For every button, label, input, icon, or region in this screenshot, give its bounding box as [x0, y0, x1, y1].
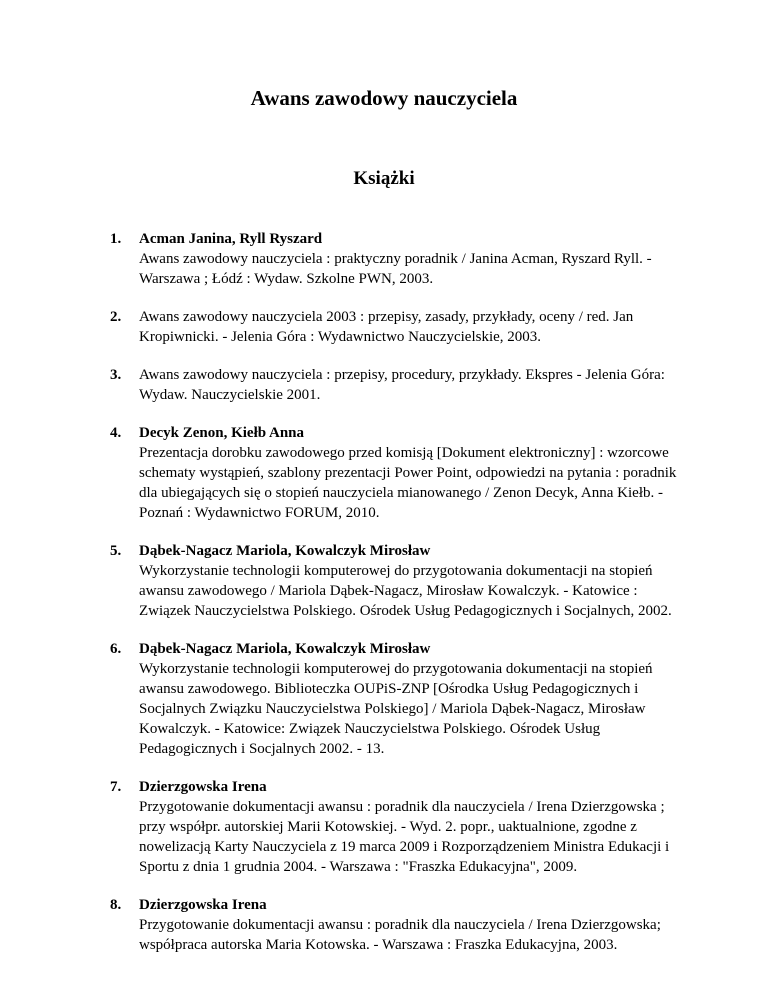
document-title: Awans zawodowy nauczyciela — [250, 86, 518, 110]
entry-author: Dąbek-Nagacz Mariola, Kowalczyk Mirosław — [139, 641, 431, 657]
entry-number: 4. — [110, 425, 122, 441]
entry-description: Awans zawodowy nauczyciela : przepisy, procedury, przykłady. Ekspres - Jelenia Góra: Wydaw. Nauczycielskie 2001. — [139, 367, 665, 403]
entry-author: Dąbek-Nagacz Mariola, Kowalczyk Mirosław — [139, 543, 431, 559]
bibliography-entry — [110, 895, 684, 955]
entry-number: 5. — [110, 543, 122, 559]
entry-number: 1. — [110, 231, 122, 247]
bibliography-entry — [110, 423, 684, 523]
entry-description: Przygotowanie dokumentacji awansu : poradnik dla nauczyciela / Irena Dzierzgowska; współpraca autorska Maria Kotowska. - Warszawa : Fraszka Edukacyjna, 2003. — [139, 917, 661, 953]
section-title: Książki — [353, 168, 415, 189]
bibliography-entry — [110, 777, 684, 877]
entry-author: Acman Janina, Ryll Ryszard — [139, 231, 323, 247]
entry-author: Decyk Zenon, Kiełb Anna — [139, 425, 305, 441]
entry-author: Dzierzgowska Irena — [139, 897, 267, 913]
entry-description: Wykorzystanie technologii komputerowej do przygotowania dokumentacji na stopień awansu zawodowego. Biblioteczka OUPiS-ZNP [Ośrodka Usług Pedagogicznych i Socjalnych Związku Nauczycielstwa Polskiego] / Mariola Dąbek-Nagacz, Mirosław Kowalczyk. - Katowice: Związek Nauczycielstwa Polskiego. Ośrodek Usług Pedagogicznych i Socjalnych 2002. - 13. — [139, 661, 653, 757]
entry-number: 6. — [110, 641, 122, 657]
entry-number: 7. — [110, 779, 122, 795]
entry-description: Awans zawodowy nauczyciela 2003 : przepisy, zasady, przykłady, oceny / red. Jan Kropiwnicki. - Jelenia Góra : Wydawnictwo Nauczycielskie, 2003. — [139, 309, 634, 345]
entry-description: Awans zawodowy nauczyciela : praktyczny poradnik / Janina Acman, Ryszard Ryll. - Warszawa ; Łódź : Wydaw. Szkolne PWN, 2003. — [139, 251, 652, 287]
bibliography-entry — [110, 307, 684, 347]
entry-description: Przygotowanie dokumentacji awansu : poradnik dla nauczyciela / Irena Dzierzgowska ; przy współpr. autorskiej Marii Kotowskiej. - Wyd. 2. popr., uaktualnione, zgodne z nowelizacją Karty Nauczyciela z 19 marca 2009 i Rozporządzeniem Ministra Edukacji i Sportu z dnia 1 grudnia 2004. - Warszawa : "Fraszka Edukacyjna", 2009. — [139, 799, 670, 875]
bibliography-entry — [110, 639, 684, 759]
entry-description: Wykorzystanie technologii komputerowej do przygotowania dokumentacji na stopień awansu zawodowego / Mariola Dąbek-Nagacz, Mirosław Kowalczyk. - Katowice : Związek Nauczycielstwa Polskiego. Ośrodek Usług Pedagogicznych i Socjalnych, 2002. — [139, 563, 672, 619]
bibliography-entry — [110, 229, 684, 289]
entry-number: 2. — [110, 309, 122, 325]
bibliography-entry — [110, 541, 684, 621]
entry-number: 3. — [110, 367, 122, 383]
bibliography-entry — [110, 365, 684, 405]
entry-number: 8. — [110, 897, 122, 913]
entry-author: Dzierzgowska Irena — [139, 779, 267, 795]
entry-description: Prezentacja dorobku zawodowego przed komisją [Dokument elektroniczny] : wzorcowe schematy wystąpień, szablony prezentacji Power Point, odpowiedzi na pytania : poradnik dla ubiegających się o stopień nauczyciela mianowanego / Zenon Decyk, Anna Kiełb. - Poznań : Wydawnictwo FORUM, 2010. — [139, 445, 677, 521]
